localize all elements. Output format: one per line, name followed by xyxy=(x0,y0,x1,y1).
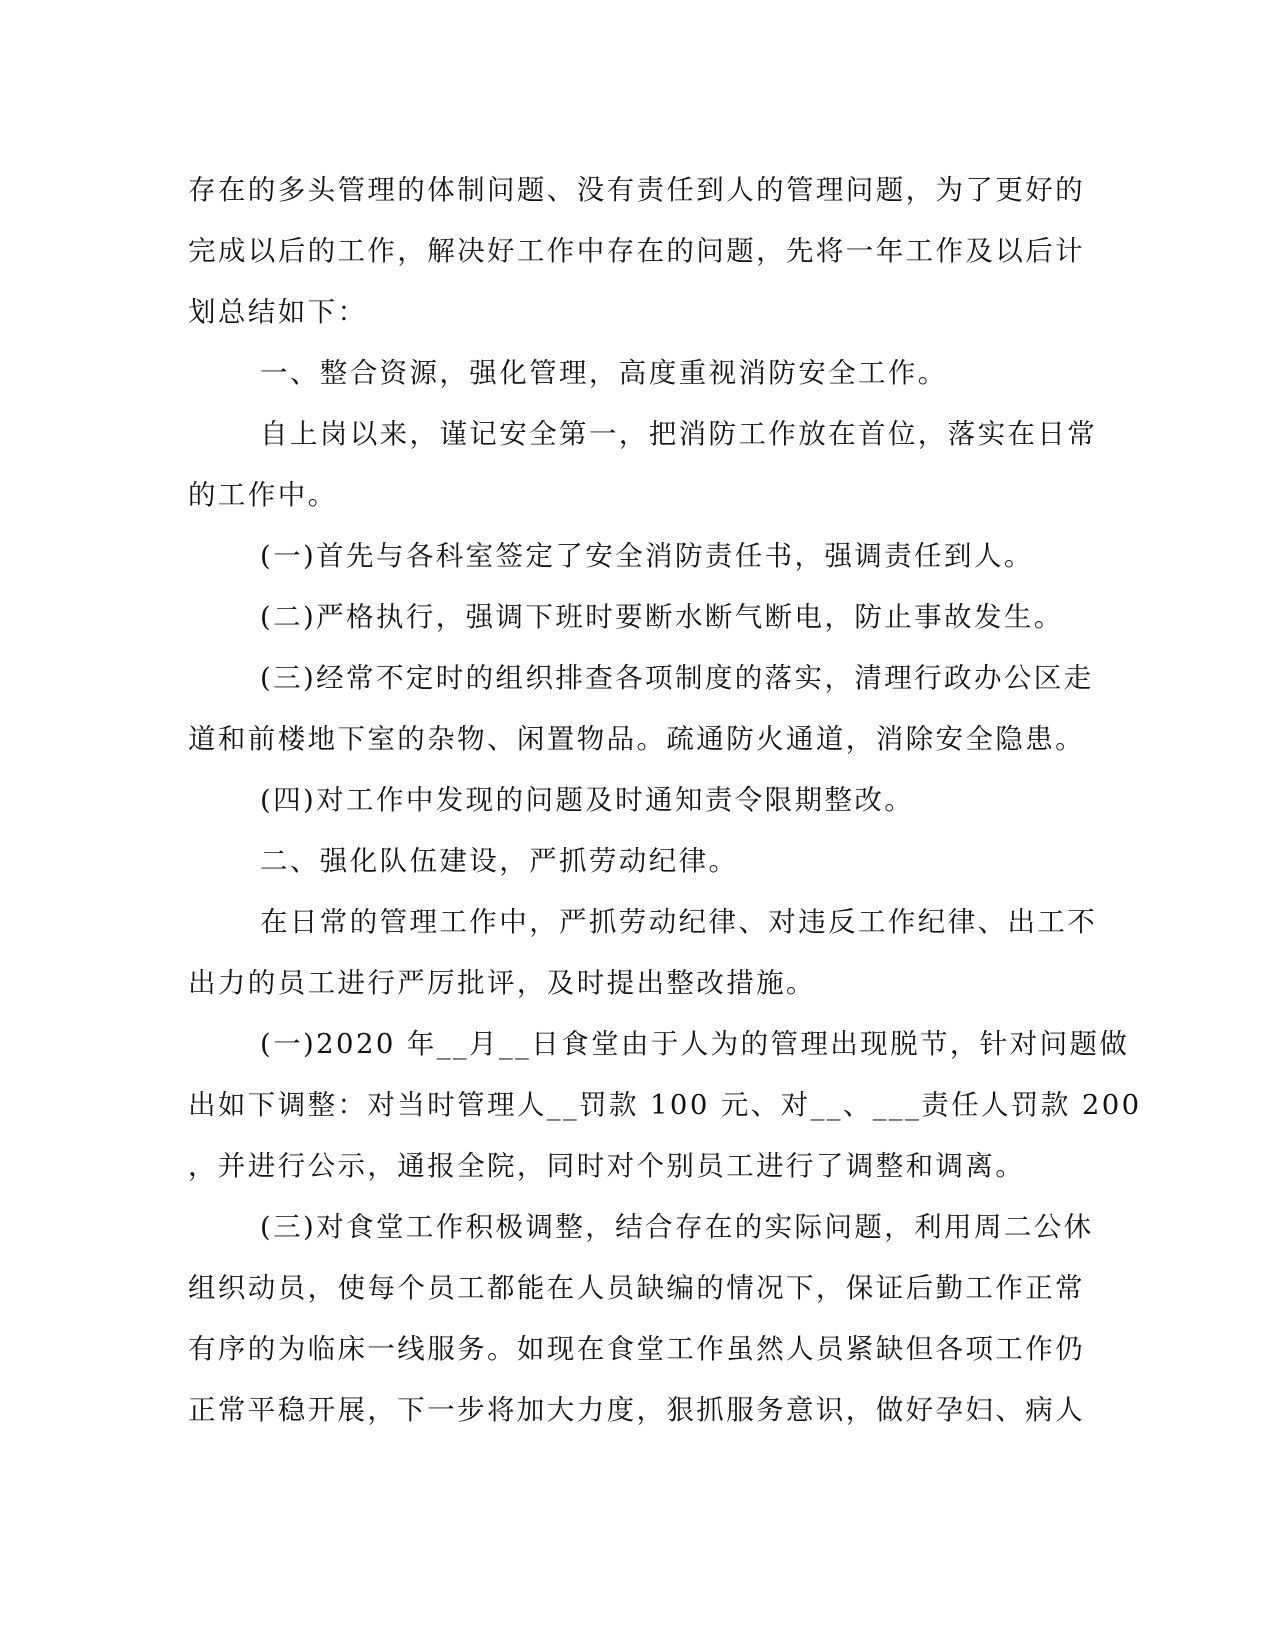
list-item-6: (三)对食堂工作积极调整，结合存在的实际问题，利用周二公休 xyxy=(260,1211,1094,1243)
text-line-17: ，并进行公示，通报全院，同时对个别员工进行了调整和调离。 xyxy=(188,1150,1026,1182)
text-line-10: 道和前楼地下室的杂物、闲置物品。疏通防火通道，消除安全隐患。 xyxy=(188,723,1085,755)
text-line-1: 存在的多头管理的体制问题、没有责任到人的管理问题，为了更好的 xyxy=(188,174,1085,206)
list-item-5: (一)2020 年__月__日食堂由于人为的管理出现脱节，针对问题做 xyxy=(260,1028,1130,1060)
text-line-13: 在日常的管理工作中，严抓劳动纪律、对违反工作纪律、出工不 xyxy=(260,906,1098,938)
list-item-3: (三)经常不定时的组织排查各项制度的落实，清理行政办公区走 xyxy=(260,662,1094,694)
document-body xyxy=(188,160,1142,1441)
list-item-4: (四)对工作中发现的问题及时通知责令限期整改。 xyxy=(260,784,915,816)
list-item-1: (一)首先与各科室签定了安全消防责任书，强调责任到人。 xyxy=(260,540,1034,572)
section-heading-2: 二、强化队伍建设，严抓劳动纪律。 xyxy=(260,845,739,877)
text-line-20: 有序的为临床一线服务。如现在食堂工作虽然人员紧缺但各项工作仍 xyxy=(188,1333,1085,1365)
text-line-6: 的工作中。 xyxy=(188,479,338,511)
text-line-5: 自上岗以来，谨记安全第一，把消防工作放在首位，落实在日常 xyxy=(260,418,1098,450)
text-line-14: 出力的员工进行严厉批评，及时提出整改措施。 xyxy=(188,967,816,999)
text-line-19: 组织动员，使每个员工都能在人员缺编的情况下，保证后勤工作正常 xyxy=(188,1272,1085,1304)
text-line-16: 出如下调整：对当时管理人__罚款 100 元、对__、___责任人罚款 200 xyxy=(188,1089,1142,1121)
list-item-2: (二)严格执行，强调下班时要断水断气断电，防止事故发生。 xyxy=(260,601,1064,633)
text-line-3: 划总结如下： xyxy=(188,296,368,328)
text-line-2: 完成以后的工作，解决好工作中存在的问题，先将一年工作及以后计 xyxy=(188,235,1085,267)
text-line-21: 正常平稳开展，下一步将加大力度，狠抓服务意识，做好孕妇、病人 xyxy=(188,1394,1085,1426)
section-heading-1: 一、整合资源，强化管理，高度重视消防安全工作。 xyxy=(260,357,948,389)
